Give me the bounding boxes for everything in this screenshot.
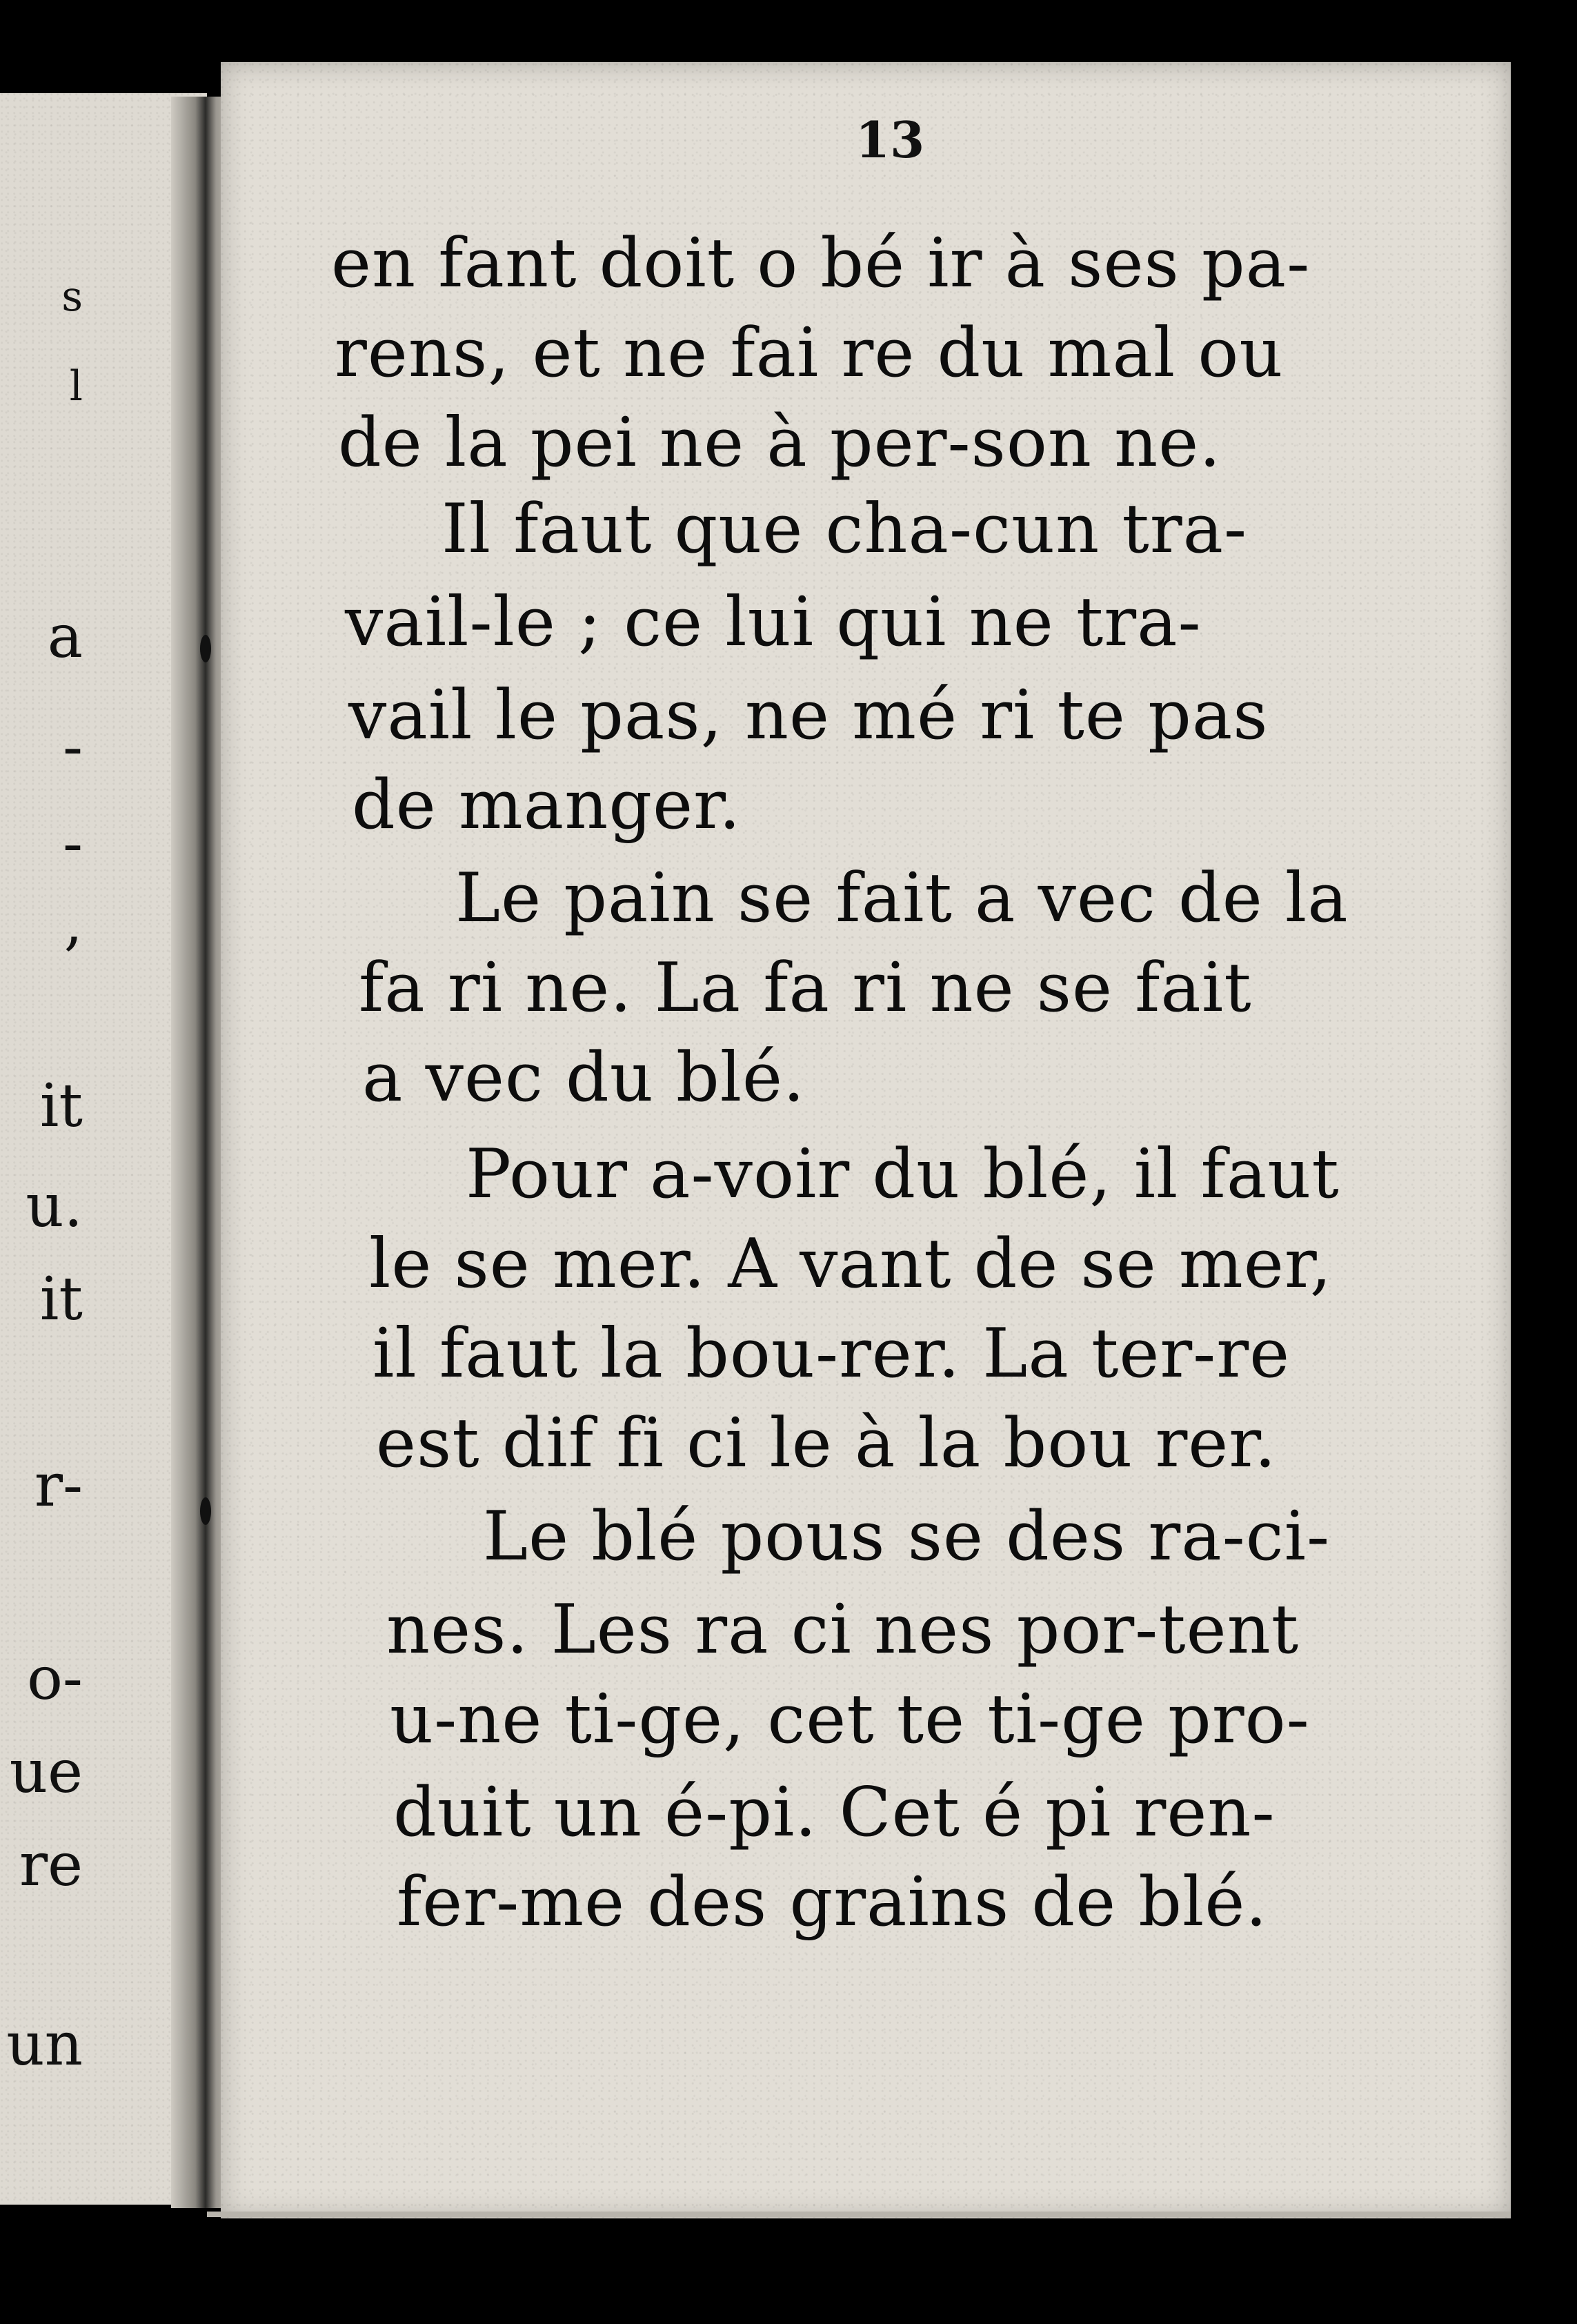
text-line: Le blé pous se des ra-ci- bbox=[483, 1497, 1331, 1576]
right-page bbox=[221, 62, 1511, 2218]
text-line: rens, et ne fai re du mal ou bbox=[335, 314, 1284, 393]
text-line: fer-me des grains de blé. bbox=[397, 1863, 1268, 1942]
text-line: Le pain se fait a vec de la bbox=[455, 859, 1349, 938]
left-page-fragment: - bbox=[62, 713, 83, 782]
text-line: de la pei ne à per-son ne. bbox=[338, 404, 1222, 482]
left-page-fragment: l bbox=[69, 362, 83, 411]
left-page-fragment: r- bbox=[34, 1451, 83, 1520]
left-page-fragment: it bbox=[39, 1265, 83, 1334]
left-page-fragment: u. bbox=[26, 1172, 83, 1241]
left-page-fragment: a bbox=[47, 602, 83, 671]
text-line: il faut la bou-rer. La ter-re bbox=[373, 1314, 1291, 1393]
text-line: vail le pas, ne mé ri te pas bbox=[348, 676, 1269, 755]
left-page-fragment: it bbox=[39, 1072, 83, 1141]
text-line: a vec du blé. bbox=[362, 1038, 806, 1117]
binding-thread-bottom bbox=[200, 1497, 211, 1525]
left-page-fragment: ue bbox=[9, 1737, 83, 1806]
text-line: u-ne ti-ge, cet te ti-ge pro- bbox=[390, 1680, 1310, 1759]
left-page-fragment: re bbox=[19, 1831, 83, 1900]
left-page-fragment: o- bbox=[27, 1644, 83, 1713]
text-line: Il faut que cha-cun tra- bbox=[442, 490, 1248, 569]
left-page-fragment: - bbox=[62, 809, 83, 878]
left-page-fragment: s bbox=[61, 273, 83, 321]
text-line: fa ri ne. La fa ri ne se fait bbox=[359, 949, 1252, 1027]
text-line: nes. Les ra ci nes por-tent bbox=[386, 1591, 1300, 1669]
binding-thread-top bbox=[200, 635, 211, 662]
text-line: vail-le ; ce lui qui ne tra- bbox=[345, 583, 1202, 662]
text-line: le se mer. A vant de se mer, bbox=[369, 1225, 1333, 1303]
left-page-fragment: un bbox=[6, 2010, 83, 2079]
page-bottom-edge bbox=[207, 2212, 1511, 2217]
text-line: duit un é-pi. Cet é pi ren- bbox=[393, 1773, 1276, 1852]
left-page-fragment: , bbox=[63, 889, 83, 958]
text-line: est dif fi ci le à la bou rer. bbox=[376, 1404, 1277, 1483]
text-line: en fant doit o bé ir à ses pa- bbox=[331, 224, 1311, 303]
page-number: 13 bbox=[855, 110, 925, 169]
text-line: de manger. bbox=[352, 766, 742, 845]
text-line: Pour a-voir du blé, il faut bbox=[466, 1135, 1340, 1214]
